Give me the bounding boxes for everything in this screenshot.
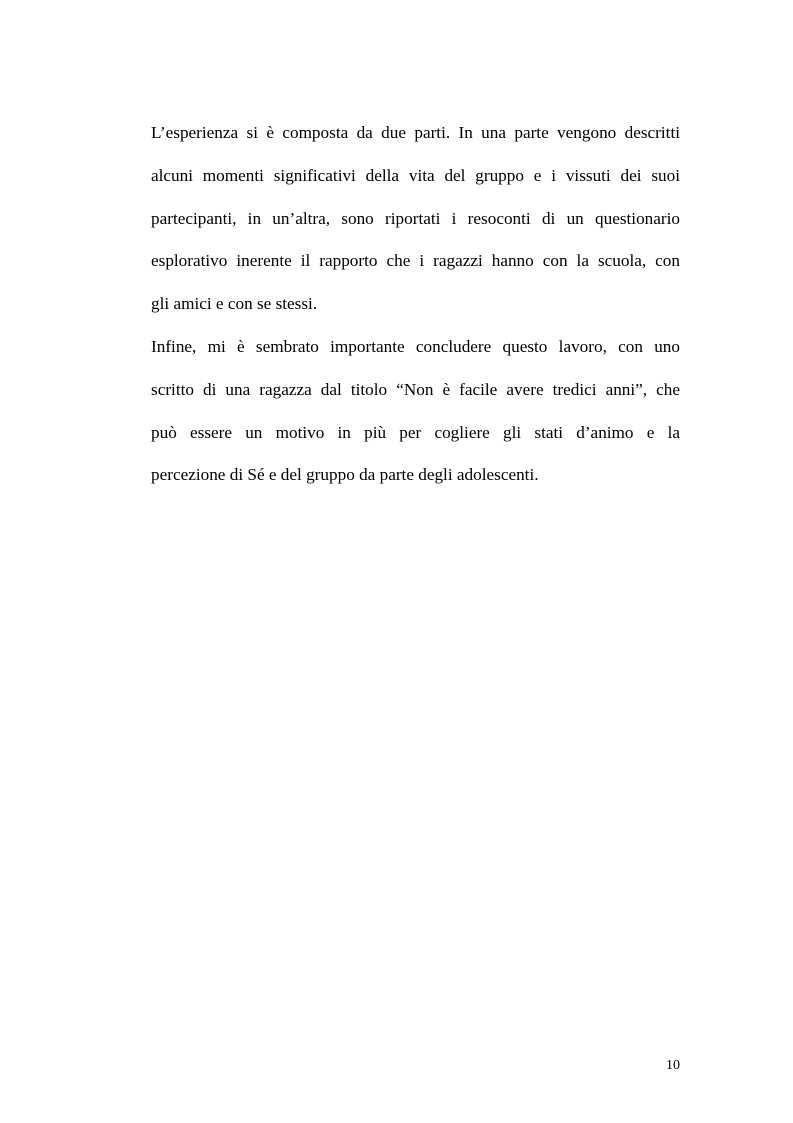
page-number: 10 (666, 1058, 680, 1073)
text-line: alcuni momenti significativi della vita del gruppo e i vissuti dei suoi (151, 165, 680, 185)
text-line: percezione di Sé e del gruppo da parte degli adolescenti. (151, 465, 539, 485)
text-line: scritto di una ragazza dal titolo “Non è facile avere tredici anni”, che (151, 379, 680, 399)
text-line: partecipanti, in un’altra, sono riportati i resoconti di un questionario (151, 208, 680, 228)
paragraph (151, 326, 680, 497)
body-text (151, 112, 680, 497)
text-line: Infine, mi è sembrato importante concludere questo lavoro, con uno (151, 336, 680, 356)
text-line: gli amici e con se stessi. (151, 294, 318, 314)
paragraph (151, 112, 680, 326)
text-line: L’esperienza si è composta da due parti. In una parte vengono descritti (151, 123, 680, 142)
text-line: può essere un motivo in più per cogliere gli stati d’animo e la (151, 422, 680, 442)
text-line: esplorativo inerente il rapporto che i ragazzi hanno con la scuola, con (151, 251, 680, 271)
